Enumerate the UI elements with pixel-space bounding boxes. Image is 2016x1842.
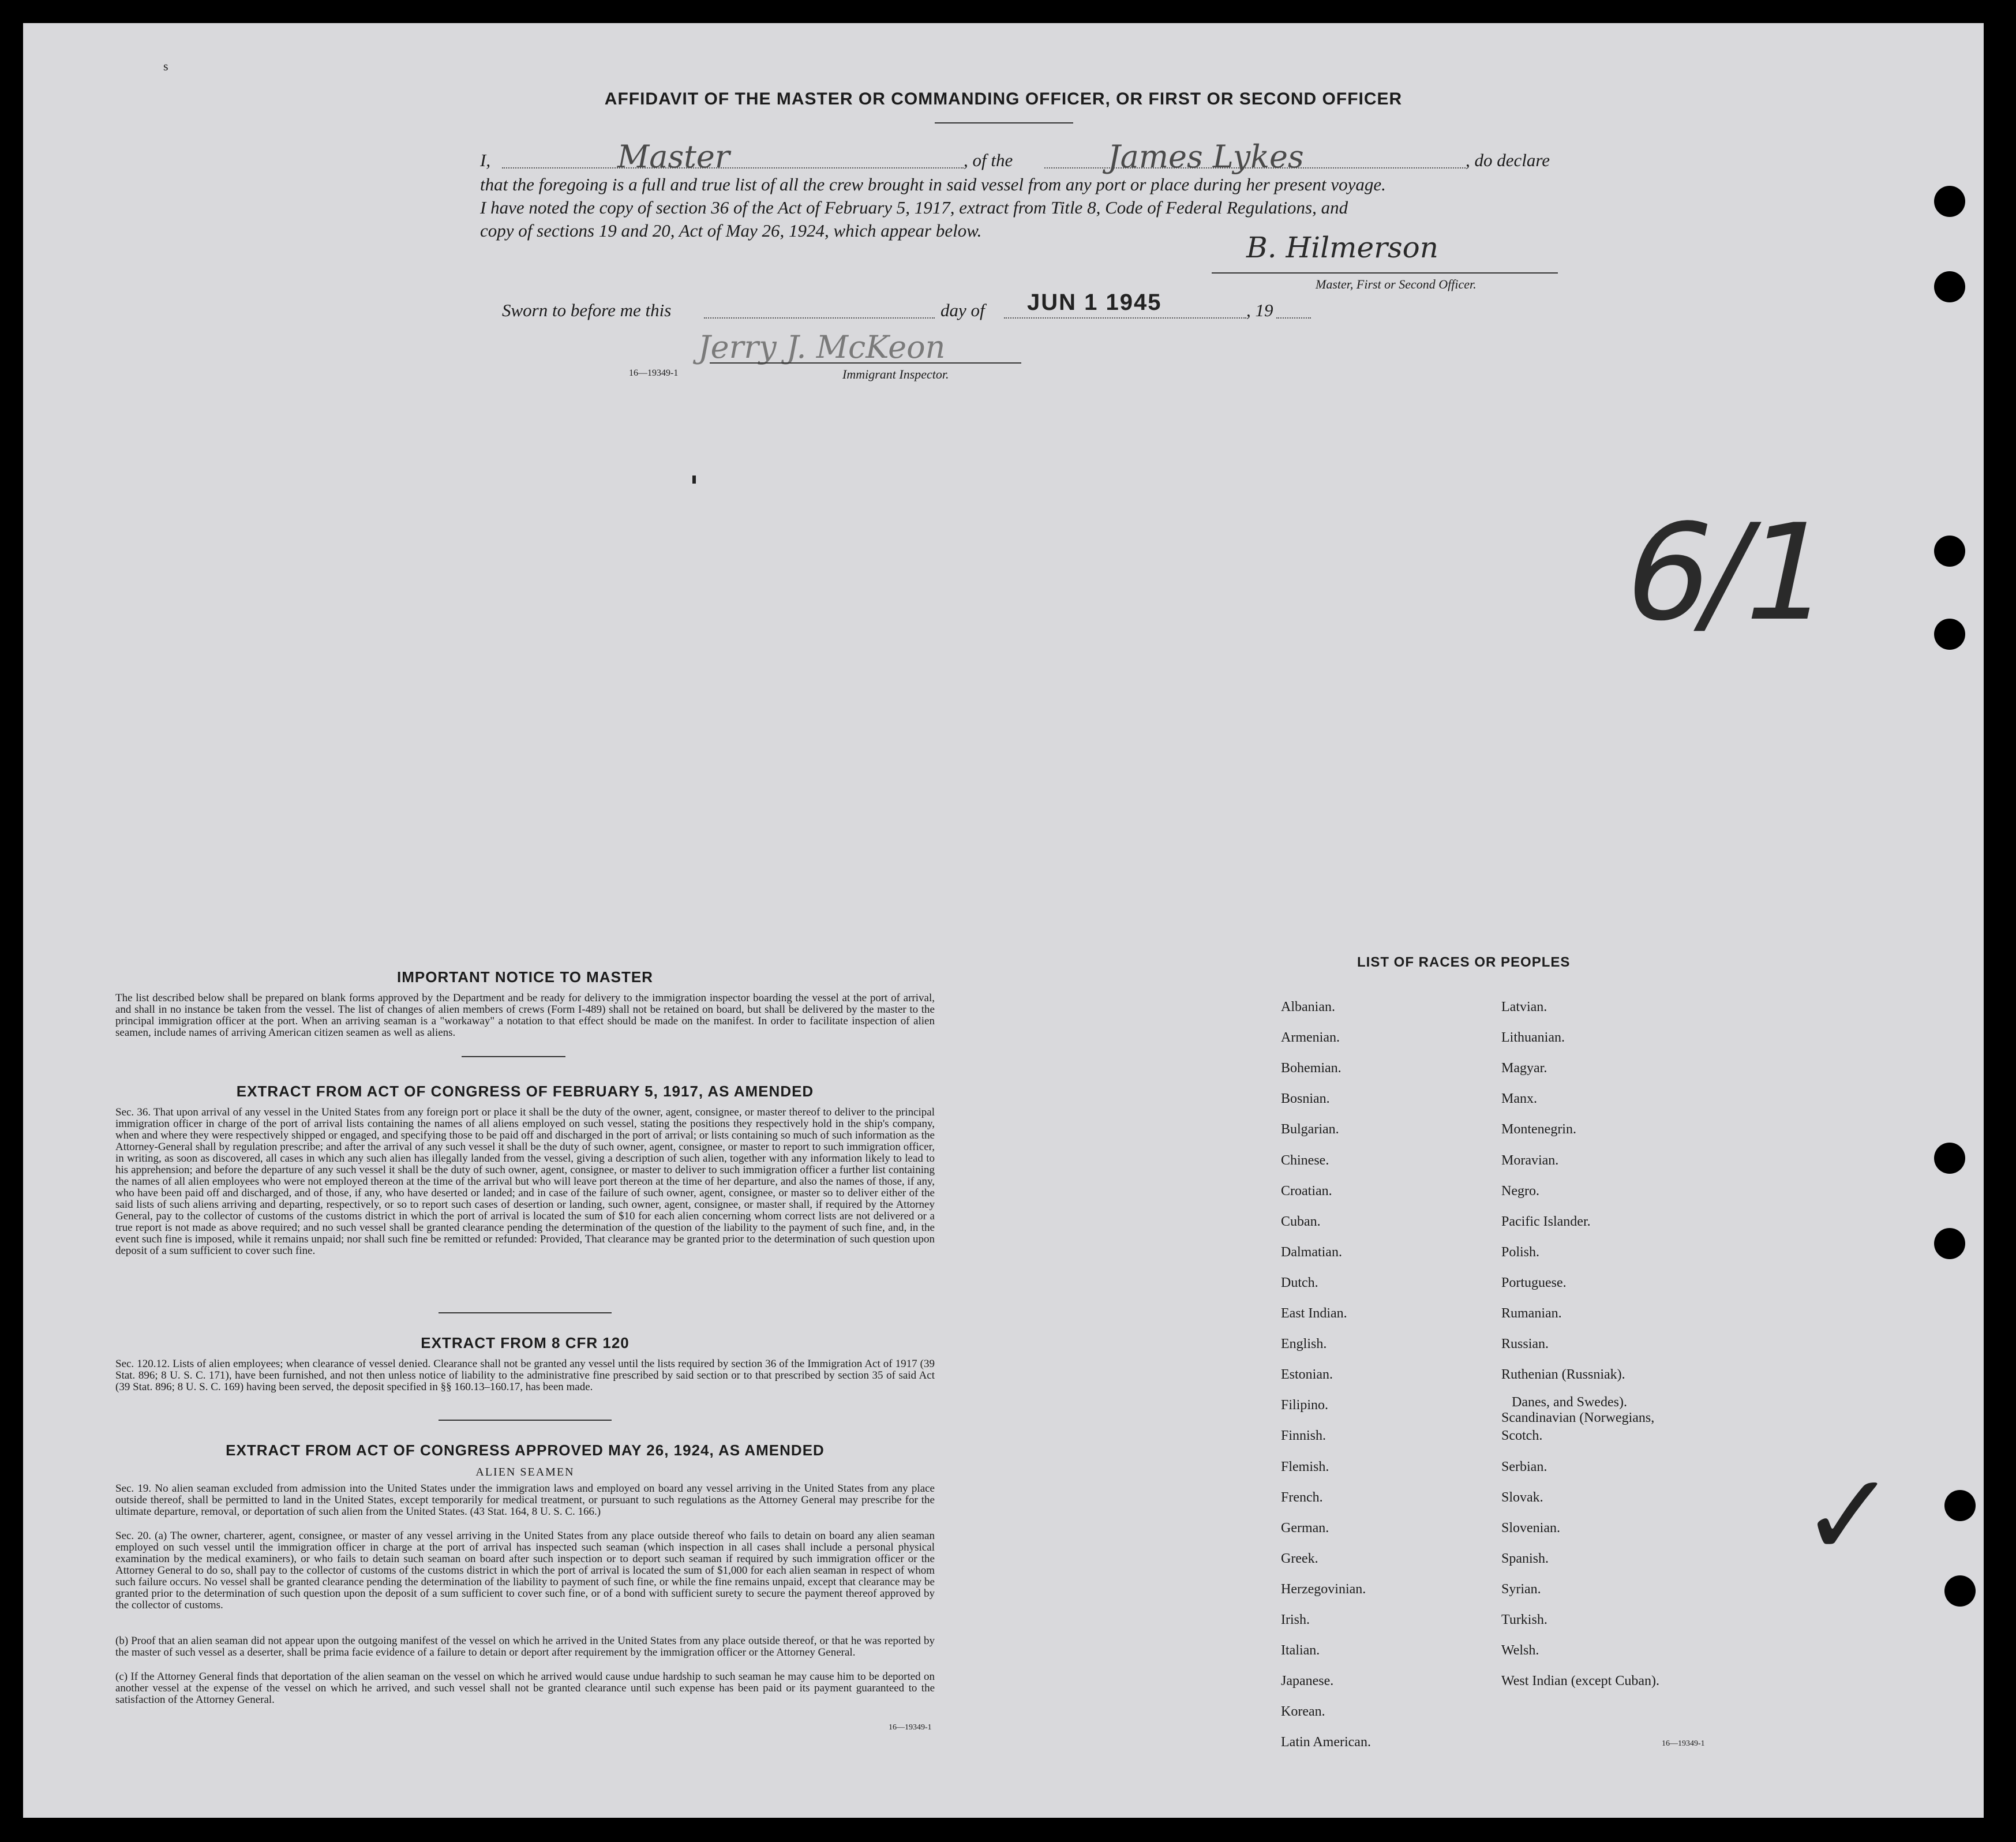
extract-1924-sec20b: (b) Proof that an alien seaman did not appear upon the outgoing manifest of the vessel on which he arrived in the United States from any place outside thereof, or that he was reported by the master of such vessel as a deserter, shall be prima facie evidence of a failure to detain or deport after requirement by the immigration officer or the Attorney General. [115,1635,935,1658]
race-item: Cuban. [1281,1214,1321,1229]
handwritten-vessel-name: James Lykes [1108,138,1304,175]
extract-form-number: 16—19349-1 [889,1723,932,1732]
race-item: Albanian. [1281,999,1335,1014]
race-item: Estonian. [1281,1367,1333,1383]
race-item: Dalmatian. [1281,1244,1342,1260]
race-item: Italian. [1281,1643,1320,1658]
sworn-day-line [704,317,935,319]
race-item: Portuguese. [1501,1275,1567,1290]
race-item: Magyar. [1501,1061,1547,1076]
declaration-line2: that the foregoing is a full and true list of all the crew brought in said vessel from any port or place during her present voyage. [480,174,1386,194]
notice-heading: IMPORTANT NOTICE TO MASTER [397,968,653,986]
ink-speck [692,476,696,484]
extract-1924-subheading: ALIEN SEAMEN [475,1466,575,1478]
affidavit-title: AFFIDAVIT OF THE MASTER OR COMMANDING OFFICER, OR FIRST OR SECOND OFFICER [604,89,1403,108]
race-item: Rumanian. [1501,1306,1562,1321]
extract-1924-sec19: Sec. 19. No alien seaman excluded from admission into the United States under the immigration laws and employed on board any vessel arriving in the United States from any place outside thereof, shall be permitted to land in the United States, except temporarily for medical treatment, or pursuant to such regulations as the Attorney General may prescribe for the ultimate departure, removal, or deportation of such alien from the United States. (43 Stat. 164, 8 U. S. C. 166.) [115,1482,935,1518]
punch-hole [1944,1490,1976,1521]
divider [462,1056,565,1057]
race-item: Welsh. [1501,1643,1539,1658]
extract-cfr-text: Sec. 120.12. Lists of alien employees; when clearance of vessel denied. Clearance shall not be granted any vessel until the lists required by section 36 of the Immigration Act of 1917 (39 Stat. 896; 8 U. S. C. 171), have been furnished, and not then unless notice of liability to the administrative fine prescribed by said section or to that prescribed by section 35 of said Act (39 Stat. 896; 8 U. S. C. 169) having been served, the deposit specified in §§ 160.13–160.17, has been made. [115,1358,935,1393]
master-signature-line [1212,272,1558,274]
date-stamp: JUN 1 1945 [1027,290,1162,315]
punch-hole [1934,186,1965,217]
races-heading: LIST OF RACES OR PEOPLES [1357,954,1571,970]
declaration-line3: I have noted the copy of section 36 of the Act of February 5, 1917, extract from Title 8, Code of Federal Regulations, and [480,197,1348,218]
sworn-day-label: day of [940,300,985,320]
declaration-prefix: I, [480,150,491,170]
race-item: Armenian. [1281,1030,1340,1046]
race-item: Scotch. [1501,1428,1543,1444]
extract-cfr-heading: EXTRACT FROM 8 CFR 120 [421,1334,629,1351]
race-item: Russian. [1501,1336,1549,1352]
race-item: Chinese. [1281,1152,1329,1168]
race-item: Bohemian. [1281,1061,1341,1076]
title-underline [935,122,1073,123]
affidavit-form-number: 16—19349-1 [629,368,679,378]
race-item: Moravian. [1501,1152,1559,1168]
race-item: Manx. [1501,1091,1537,1107]
inspector-caption: Immigrant Inspector. [842,367,949,381]
race-item: Slovenian. [1501,1520,1560,1536]
rank-field-line [502,167,964,169]
inspector-signature-line [710,362,1021,364]
declaration-line4: copy of sections 19 and 20, Act of May 26, 1924, which appear below. [480,220,982,241]
punch-hole [1934,536,1965,567]
race-item: Bosnian. [1281,1091,1330,1107]
divider [439,1420,612,1421]
race-item: Latin American. [1281,1735,1371,1750]
race-item: English. [1281,1336,1327,1352]
declaration-of: , of the [964,150,1013,170]
extract-1924-heading: EXTRACT FROM ACT OF CONGRESS APPROVED MAY 26, 1924, AS AMENDED [226,1442,825,1459]
punch-hole [1934,1228,1965,1259]
race-item: Lithuanian. [1501,1030,1565,1046]
punch-hole [1934,619,1965,650]
corner-mark: s [163,59,168,73]
master-signature: B. Hilmerson [1246,231,1438,264]
divider [439,1312,612,1313]
extract-1924-sec20c: (c) If the Attorney General finds that deportation of the alien seaman on the vessel on which he arrived would cause undue hardship to such seaman he may cause him to be deported on another vessel at the expense of the vessel on which he arrived, and such vessel shall not be granted clearance until such expense has been paid or its payment guaranteed to the satisfaction of the Attorney General. [115,1671,935,1706]
document-sheet [23,23,1984,1818]
race-item: Serbian. [1501,1459,1547,1474]
extract-1917-heading: EXTRACT FROM ACT OF CONGRESS OF FEBRUARY 5, 1917, AS AMENDED [236,1083,814,1100]
race-item: Syrian. [1501,1581,1541,1597]
race-item: Polish. [1501,1244,1540,1260]
extract-1917-text: Sec. 36. That upon arrival of any vessel in the United States from any foreign port or place it shall be the duty of the owner, agent, consignee, or master thereof to deliver to the principal immigration officer in charge of the port of arrival lists containing the names of all aliens employed on such vessel, stating the positions they respectively hold in the ship's company, when and where they were respectively shipped or engaged, and specifying those to be paid off and discharged in the port of arrival; or lists containing so much of such information as the Attorney-General shall by regulation prescribe; and after the arrival of any such vessel it shall be the duty of such owner, agent, consignee, or master to report to such immigration officer, in writing, as soon as discovered, all cases in which any such alien has illegally landed from the vessel, giving a description of such alien, together with any information likely to lead to his apprehension; and before the departure of any such vessel it shall be the duty of such owner, agent, consignee, or master to deliver to such immigration officer a further list containing the names of all alien employees who were not employed thereon at the time of the arrival but who will leave port thereon at the time of her departure, and also the names of those, if any, who have been paid off and discharged, and of those, if any, who have deserted or landed; and in case of the failure of such owner, agent, consignee, or master so to deliver either of the said lists of such aliens arriving and departing, respectively, or so to report such cases of desertion or landing, such owner, agent, consignee, or master shall, if required by the Attorney General, pay to the collector of customs of the customs district in which the port of arrival is located the sum of $10 for each alien concerning whom correct lists are not delivered or a true report is not made as above required; and no such vessel shall be granted clearance pending the determination of the question of the liability to the payment of such fine, and, in the event such fine is imposed, while it remains unpaid; nor shall such fine be remitted or refunded: Provided, That clearance may be granted prior to the determination of such question upon deposit of a sum sufficient to cover such fine. [115,1106,935,1257]
extract-1924-sec20a: Sec. 20. (a) The owner, charterer, agent, consignee, or master of any vessel arriving in the United States from any place outside thereof who fails to detain on board any alien seaman employed on such vessel until the immigration officer in charge at the port of arrival has inspected such seaman (which inspection in all cases shall include a personal physical examination by the medical examiners), or who fails to detain such seaman on board after such inspection or to deport such seaman if required by such immigration officer or the Attorney General to do so, shall pay to the collector of customs of the customs district in which the port of arrival is located the sum of $1,000 for each alien seaman in respect of whom such failure occurs. No vessel shall be granted clearance pending the determination of the liability to payment of such fine, or while the fine remains unpaid, except that clearance may be granted prior to the determination of such question upon the deposit of a sum sufficient to cover such fine, or of a bond with sufficient surety to secure the payment thereof approved by the collector of customs. [115,1530,935,1611]
race-item: West Indian (except Cuban). [1501,1673,1659,1689]
race-item: Flemish. [1281,1459,1329,1474]
race-item: Croatian. [1281,1183,1332,1199]
race-item: Bulgarian. [1281,1122,1339,1137]
race-item: Spanish. [1501,1551,1549,1566]
margin-number-annotation: 6/1 [1610,496,1840,650]
check-mark-annotation: ✓ [1800,1448,1897,1583]
handwritten-rank: Master [617,138,730,175]
sworn-year-line [1276,317,1311,319]
race-item: East Indian. [1281,1306,1347,1321]
race-item: Greek. [1281,1551,1318,1566]
master-signature-caption: Master, First or Second Officer. [1316,277,1477,291]
race-item: Japanese. [1281,1673,1334,1689]
punch-hole [1934,271,1965,302]
race-item: French. [1281,1489,1323,1505]
race-item: Dutch. [1281,1275,1318,1290]
race-item: Ruthenian (Russniak). [1501,1367,1625,1383]
race-item: Herzegovinian. [1281,1581,1366,1597]
punch-hole [1934,1143,1965,1174]
race-item: Slovak. [1501,1489,1543,1505]
inspector-signature: Jerry J. McKeon [698,329,946,365]
race-item: German. [1281,1520,1329,1536]
race-item: Turkish. [1501,1612,1547,1627]
race-item: Pacific Islander. [1501,1214,1591,1229]
punch-hole [1944,1575,1976,1607]
sworn-prefix: Sworn to before me this [502,300,672,320]
race-item: Filipino. [1281,1398,1329,1413]
race-item: Korean. [1281,1704,1325,1720]
sworn-year-prefix: , 19 [1246,300,1273,320]
race-item: Latvian. [1501,999,1547,1014]
race-item: Finnish. [1281,1428,1326,1444]
race-item: Montenegrin. [1501,1122,1576,1137]
race-item: Scandinavian (Norwegians, [1501,1410,1655,1426]
race-item: Irish. [1281,1612,1310,1627]
race-item: Danes, and Swedes). [1512,1395,1627,1410]
races-form-number: 16—19349-1 [1662,1739,1705,1748]
declaration-suffix: , do declare [1466,150,1550,170]
notice-text: The list described below shall be prepared on blank forms approved by the Department and be ready for delivery to the immigration inspector boarding the vessel at the port of arrival, and shall in no instance be taken from the vessel. The list of changes of alien members of crews (Form I-489) shall not be retained on board, but shall be delivered by the master to the principal immigration officer at the port. When an arriving seaman is a "workaway" a notation to that effect should be made on the manifest. In order to facilitate inspection of alien seamen, include names of arriving American citizen seamen as well as aliens. [115,992,935,1039]
sworn-month-line [1004,317,1246,319]
race-item: Negro. [1501,1183,1539,1199]
